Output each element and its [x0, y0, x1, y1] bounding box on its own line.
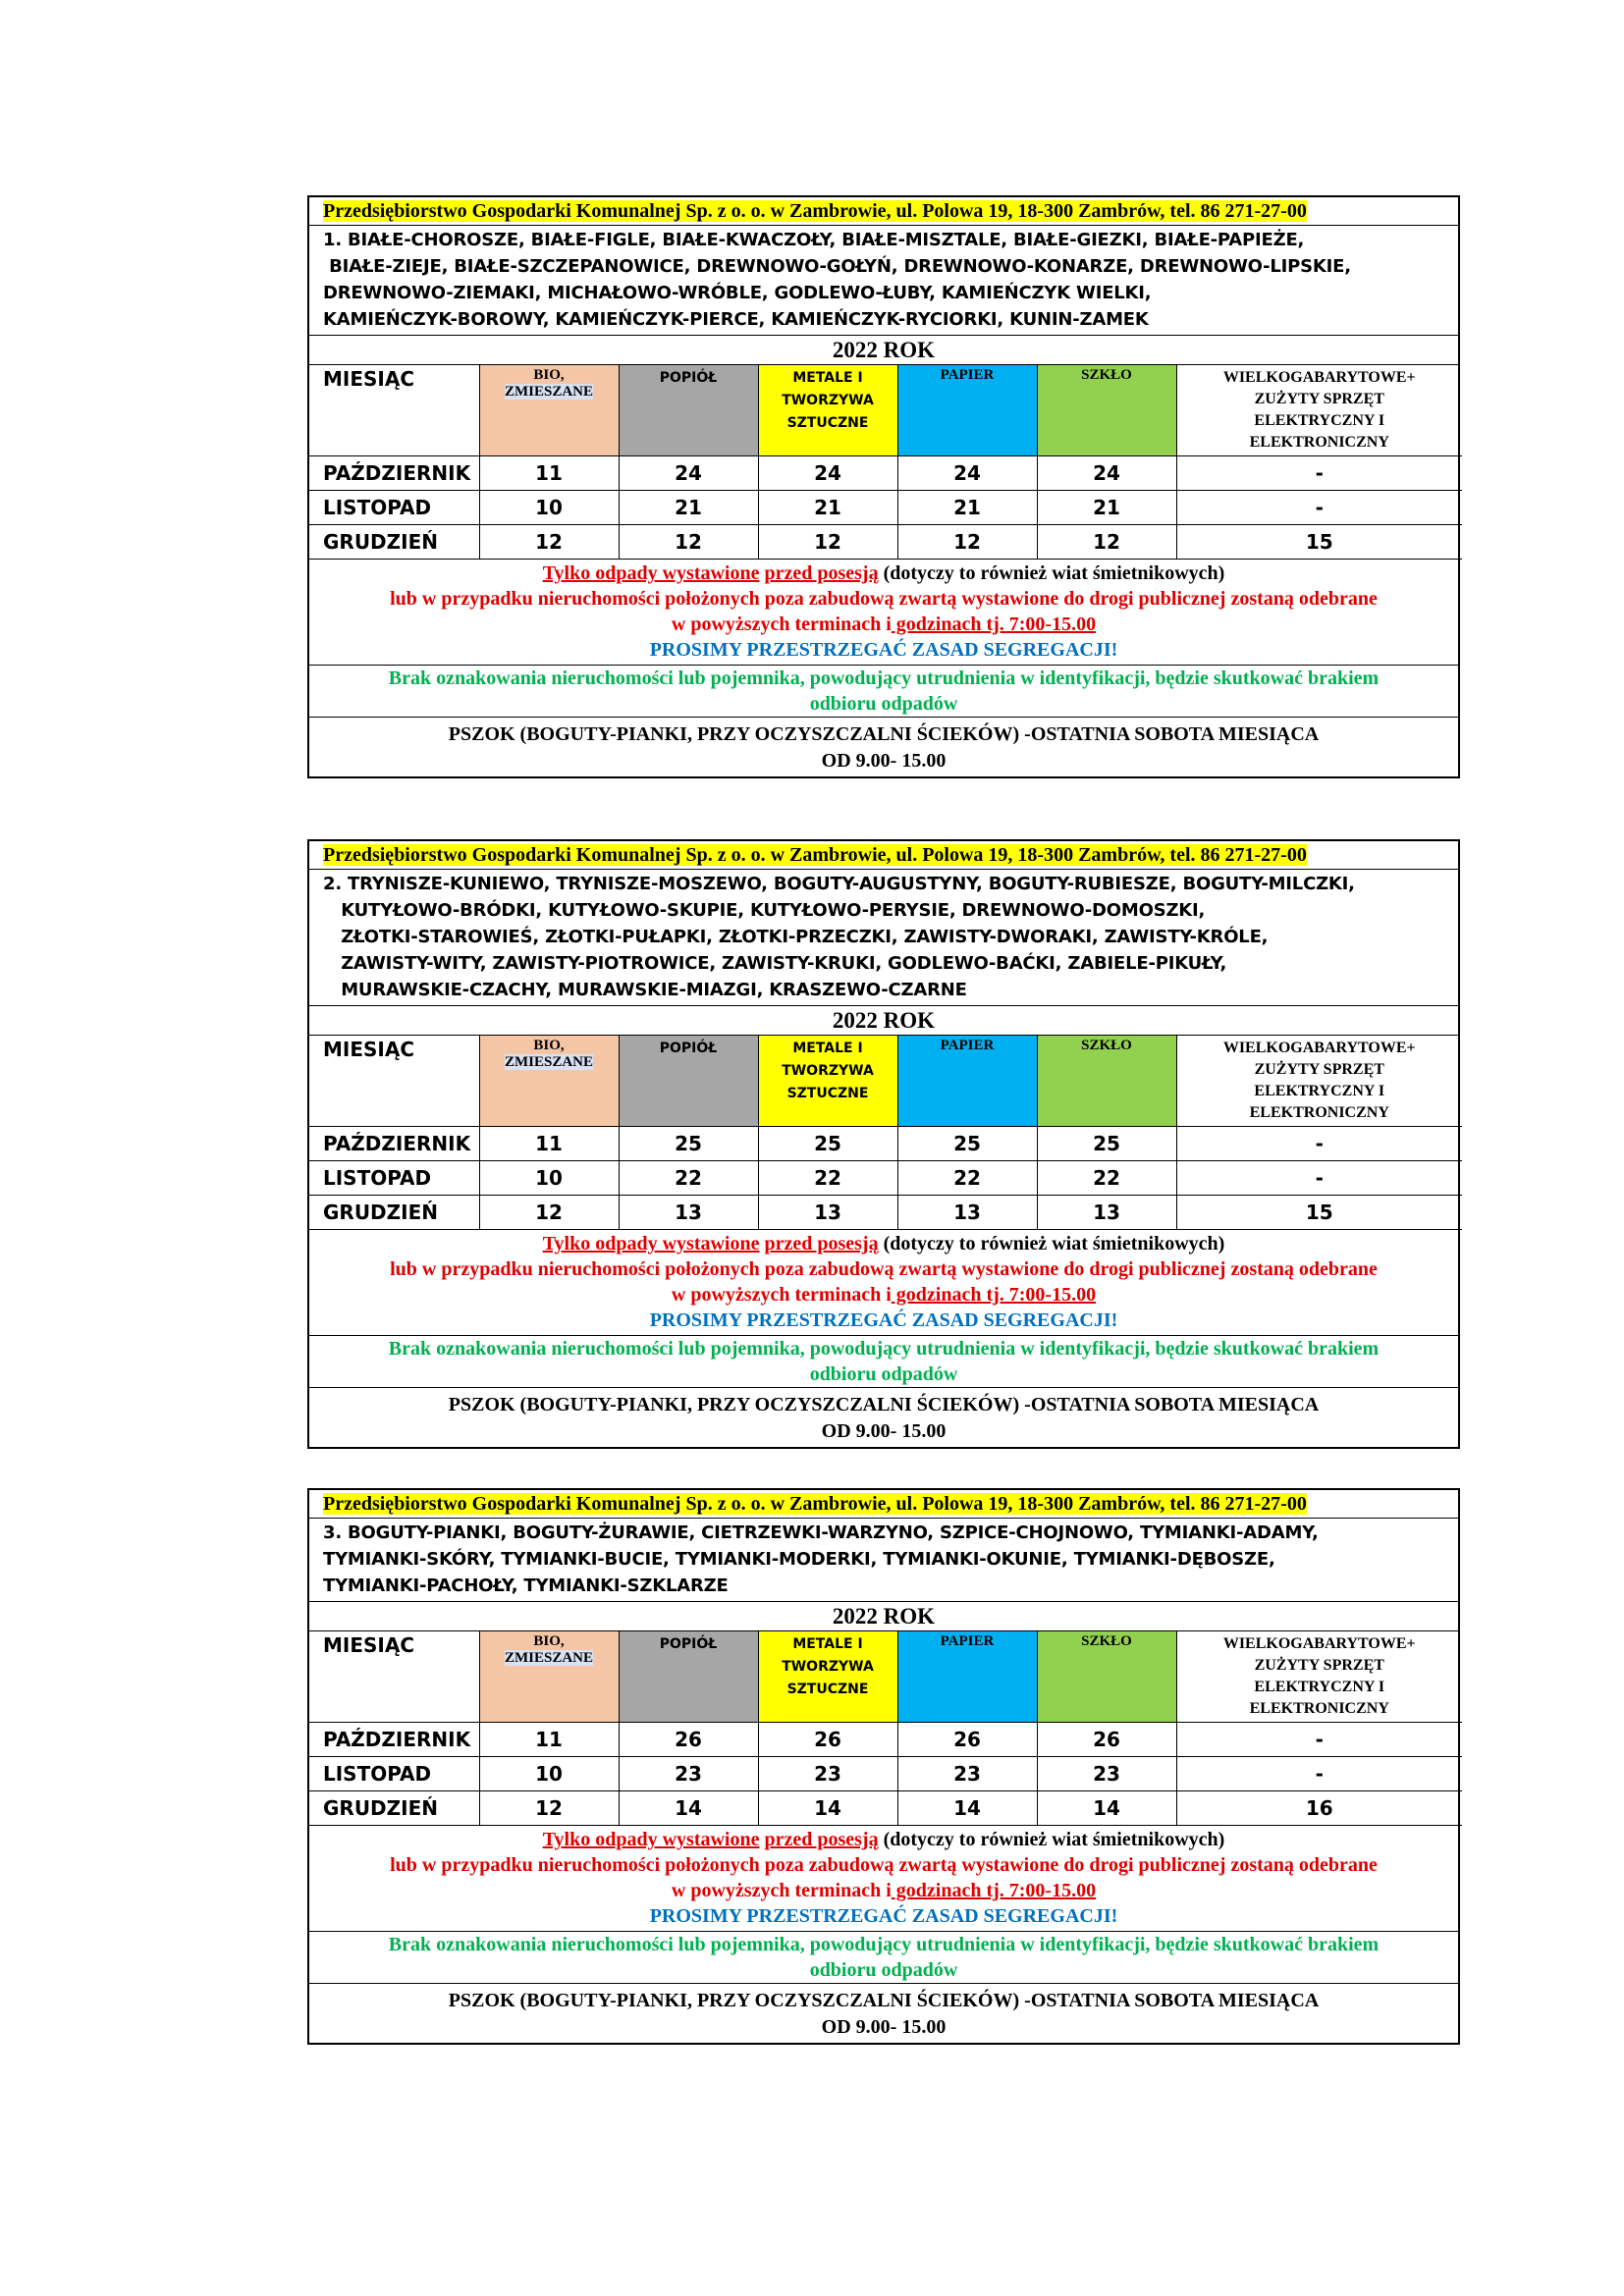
wielk-label-line4: ELEKTRONICZNY: [1249, 434, 1389, 451]
bio-label-line2: ZMIESZANE: [504, 1650, 594, 1666]
metale-date-cell: 26: [758, 1723, 897, 1757]
bio-date-cell: 11: [479, 1127, 619, 1161]
collection-notice: [309, 1230, 1458, 1336]
table-row: [309, 1757, 1462, 1791]
wielk-date-cell: -: [1176, 491, 1462, 525]
wielk-label-line4: ELEKTRONICZNY: [1249, 1104, 1389, 1121]
month-cell: LISTOPAD: [309, 1161, 479, 1196]
bio-date-cell: 12: [479, 1196, 619, 1230]
wielk-date-cell: -: [1176, 456, 1462, 491]
metale-label-line1: METALE I: [792, 370, 863, 386]
year-label: 2022 ROK: [309, 1602, 1458, 1631]
popiol-date-cell: 21: [619, 491, 758, 525]
pszok-notice: [309, 718, 1458, 776]
company-header-row: [309, 841, 1458, 870]
marking-notice: [309, 1932, 1458, 1984]
notice-part1: Tylko odpady wystawione: [542, 1233, 760, 1255]
wielk-label-line2: ZUŻYTY SPRZĘT: [1254, 391, 1384, 407]
notice-line3a: w powyższych terminach i: [671, 1880, 892, 1901]
notice-part2: przed posesją: [764, 1829, 879, 1850]
popiol-date-cell: 23: [619, 1757, 758, 1791]
papier-date-cell: 23: [897, 1757, 1037, 1791]
col-popiol-header: POPIÓŁ: [619, 1631, 758, 1723]
metale-date-cell: 23: [758, 1757, 897, 1791]
notice-line3a: w powyższych terminach i: [671, 614, 892, 635]
collection-notice: [309, 560, 1458, 666]
col-month-header: MIESIĄC: [309, 1036, 479, 1127]
notice-line2: lub w przypadku nieruchomości położonych poza zabudową zwartą wystawione do drogi publicznej zostaną odebrane: [390, 1854, 1378, 1876]
month-cell: PAŹDZIERNIK: [309, 456, 479, 491]
schedule-table: [309, 365, 1462, 560]
company-header-row: [309, 197, 1458, 226]
wielk-date-cell: 15: [1176, 1196, 1462, 1230]
location-line: BIAŁE-ZIEJE, BIAŁE-SZCZEPANOWICE, DREWNOWO-GOŁYŃ, DREWNOWO-KONARZE, DREWNOWO-LIPSKIE,: [323, 256, 1351, 277]
wielk-label-line2: ZUŻYTY SPRZĘT: [1254, 1061, 1384, 1078]
col-papier-header: PAPIER: [897, 365, 1037, 456]
szklo-date-cell: 13: [1037, 1196, 1176, 1230]
metale-label-line1: METALE I: [792, 1041, 863, 1056]
papier-date-cell: 26: [897, 1723, 1037, 1757]
pszok-notice: [309, 1388, 1458, 1447]
marking-line1: Brak oznakowania nieruchomości lub pojemnika, powodujący utrudnienia w identyfikacji, będzie skutkować brakiem: [388, 1338, 1380, 1360]
pszok-line1: PSZOK (BOGUTY-PIANKI, PRZY OCZYSZCZALNI ŚCIEKÓW) -OSTATNIA SOBOTA MIESIĄCA: [448, 1394, 1320, 1415]
col-szklo-header: SZKŁO: [1037, 1036, 1176, 1127]
notice-part3: (dotyczy to również wiat śmietnikowych): [878, 1829, 1225, 1850]
metale-label-line2: TWORZYWA: [782, 1659, 874, 1675]
col-popiol-header: POPIÓŁ: [619, 1036, 758, 1127]
month-cell: GRUDZIEŃ: [309, 525, 479, 560]
location-line: 2. TRYNISZE-KUNIEWO, TRYNISZE-MOSZEWO, BOGUTY-AUGUSTYNY, BOGUTY-RUBIESZE, BOGUTY-MILCZKI,: [323, 874, 1355, 894]
notice-part1: Tylko odpady wystawione: [542, 1829, 760, 1850]
col-szklo-header: SZKŁO: [1037, 365, 1176, 456]
szklo-date-cell: 22: [1037, 1161, 1176, 1196]
location-line: MURAWSKIE-CZACHY, MURAWSKIE-MIAZGI, KRASZEWO-CZARNE: [323, 980, 967, 1000]
papier-date-cell: 13: [897, 1196, 1037, 1230]
pszok-line2: OD 9.00- 15.00: [821, 750, 947, 772]
col-month-header: MIESIĄC: [309, 365, 479, 456]
szklo-date-cell: 21: [1037, 491, 1176, 525]
papier-date-cell: 25: [897, 1127, 1037, 1161]
szklo-date-cell: 25: [1037, 1127, 1176, 1161]
table-row: [309, 1196, 1462, 1230]
bio-label-line1: BIO,: [533, 367, 565, 383]
szklo-date-cell: 14: [1037, 1791, 1176, 1826]
notice-part1: Tylko odpady wystawione: [542, 562, 760, 584]
month-cell: LISTOPAD: [309, 1757, 479, 1791]
popiol-date-cell: 26: [619, 1723, 758, 1757]
notice-line3b: godzinach tj. 7:00-15.00: [891, 614, 1097, 635]
table-row: [309, 456, 1462, 491]
metale-label-line2: TWORZYWA: [782, 1063, 874, 1079]
metale-label-line3: SZTUCZNE: [786, 415, 869, 431]
papier-date-cell: 22: [897, 1161, 1037, 1196]
notice-line3b: godzinach tj. 7:00-15.00: [891, 1284, 1097, 1306]
company-header: Przedsiębiorstwo Gospodarki Komunalnej Sp. z o. o. w Zambrowie, ul. Polowa 19, 18-300 Zambrów, tel. 86 271-27-00: [323, 200, 1307, 222]
bio-label-line1: BIO,: [533, 1038, 565, 1053]
location-line: 1. BIAŁE-CHOROSZE, BIAŁE-FIGLE, BIAŁE-KWACZOŁY, BIAŁE-MISZTALE, BIAŁE-GIEZKI, BIAŁE-PAPIEŻE,: [323, 230, 1305, 250]
month-cell: GRUDZIEŃ: [309, 1791, 479, 1826]
col-wielkogabarytowe-header: [1176, 1036, 1462, 1127]
papier-date-cell: 21: [897, 491, 1037, 525]
col-popiol-header: POPIÓŁ: [619, 365, 758, 456]
month-cell: PAŹDZIERNIK: [309, 1127, 479, 1161]
bio-date-cell: 11: [479, 456, 619, 491]
wielk-date-cell: 16: [1176, 1791, 1462, 1826]
pszok-line2: OD 9.00- 15.00: [821, 1420, 947, 1442]
schedule-table: [309, 1631, 1462, 1826]
col-szklo-header: SZKŁO: [1037, 1631, 1176, 1723]
month-cell: PAŹDZIERNIK: [309, 1723, 479, 1757]
notice-line2: lub w przypadku nieruchomości położonych poza zabudową zwartą wystawione do drogi publicznej zostaną odebrane: [390, 588, 1378, 610]
col-papier-header: PAPIER: [897, 1036, 1037, 1127]
metale-label-line3: SZTUCZNE: [786, 1086, 869, 1101]
company-header-row: [309, 1490, 1458, 1519]
wielk-date-cell: -: [1176, 1127, 1462, 1161]
marking-line2: odbioru odpadów: [809, 1959, 958, 1981]
wielk-date-cell: -: [1176, 1161, 1462, 1196]
location-line: TYMIANKI-SKÓRY, TYMIANKI-BUCIE, TYMIANKI-MODERKI, TYMIANKI-OKUNIE, TYMIANKI-DĘBOSZE,: [323, 1549, 1275, 1570]
pszok-line2: OD 9.00- 15.00: [821, 2016, 947, 2038]
table-row: [309, 1791, 1462, 1826]
location-line: TYMIANKI-PACHOŁY, TYMIANKI-SZKLARZE: [323, 1575, 729, 1596]
wielk-label-line3: ELEKTRYCZNY I: [1254, 1679, 1385, 1695]
metale-date-cell: 25: [758, 1127, 897, 1161]
table-row: [309, 491, 1462, 525]
table-header-row: [309, 365, 1462, 456]
metale-label-line2: TWORZYWA: [782, 393, 874, 408]
wielk-label-line1: WIELKOGABARYTOWE+: [1222, 1635, 1416, 1652]
table-row: [309, 1161, 1462, 1196]
pszok-line1: PSZOK (BOGUTY-PIANKI, PRZY OCZYSZCZALNI ŚCIEKÓW) -OSTATNIA SOBOTA MIESIĄCA: [448, 723, 1320, 745]
schedule-block-3: [307, 1488, 1460, 2045]
szklo-date-cell: 24: [1037, 456, 1176, 491]
segregation-notice: PROSIMY PRZESTRZEGAĆ ZASAD SEGREGACJI!: [649, 1309, 1118, 1331]
notice-line2: lub w przypadku nieruchomości położonych poza zabudową zwartą wystawione do drogi publicznej zostaną odebrane: [390, 1258, 1378, 1280]
wielk-label-line3: ELEKTRYCZNY I: [1254, 412, 1385, 429]
wielk-date-cell: 15: [1176, 525, 1462, 560]
marking-notice: [309, 1336, 1458, 1388]
locations-list: [309, 870, 1458, 1006]
bio-date-cell: 10: [479, 491, 619, 525]
szklo-date-cell: 12: [1037, 525, 1176, 560]
notice-part3: (dotyczy to również wiat śmietnikowych): [878, 1233, 1225, 1255]
metale-date-cell: 22: [758, 1161, 897, 1196]
bio-date-cell: 10: [479, 1757, 619, 1791]
col-metale-header: [758, 365, 897, 456]
year-label: 2022 ROK: [309, 1006, 1458, 1036]
metale-date-cell: 13: [758, 1196, 897, 1230]
location-line: ZŁOTKI-STAROWIEŚ, ZŁOTKI-PUŁAPKI, ZŁOTKI-PRZECZKI, ZAWISTY-DWORAKI, ZAWISTY-KRÓLE,: [323, 927, 1269, 947]
marking-notice: [309, 666, 1458, 718]
wielk-date-cell: -: [1176, 1757, 1462, 1791]
popiol-date-cell: 14: [619, 1791, 758, 1826]
col-papier-header: PAPIER: [897, 1631, 1037, 1723]
schedule-block-1: [307, 195, 1460, 778]
metale-date-cell: 14: [758, 1791, 897, 1826]
table-row: [309, 1127, 1462, 1161]
location-line: DREWNOWO-ZIEMAKI, MICHAŁOWO-WRÓBLE, GODLEWO-ŁUBY, KAMIEŃCZYK WIELKI,: [323, 283, 1152, 303]
year-label: 2022 ROK: [309, 336, 1458, 365]
bio-date-cell: 12: [479, 1791, 619, 1826]
pszok-line1: PSZOK (BOGUTY-PIANKI, PRZY OCZYSZCZALNI ŚCIEKÓW) -OSTATNIA SOBOTA MIESIĄCA: [448, 1990, 1320, 2011]
company-header: Przedsiębiorstwo Gospodarki Komunalnej Sp. z o. o. w Zambrowie, ul. Polowa 19, 18-300 Zambrów, tel. 86 271-27-00: [323, 1493, 1307, 1515]
notice-part2: przed posesją: [764, 562, 879, 584]
wielk-label-line1: WIELKOGABARYTOWE+: [1222, 369, 1416, 386]
schedule-table: [309, 1036, 1462, 1230]
bio-label-line2: ZMIESZANE: [504, 1054, 594, 1070]
col-month-header: MIESIĄC: [309, 1631, 479, 1723]
marking-line1: Brak oznakowania nieruchomości lub pojemnika, powodujący utrudnienia w identyfikacji, będzie skutkować brakiem: [388, 1934, 1380, 1955]
notice-part3: (dotyczy to również wiat śmietnikowych): [878, 562, 1225, 584]
locations-list: [309, 226, 1458, 336]
metale-date-cell: 21: [758, 491, 897, 525]
wielk-date-cell: -: [1176, 1723, 1462, 1757]
location-line: KAMIEŃCZYK-BOROWY, KAMIEŃCZYK-PIERCE, KAMIEŃCZYK-RYCIORKI, KUNIN-ZAMEK: [323, 309, 1149, 330]
szklo-date-cell: 23: [1037, 1757, 1176, 1791]
schedule-block-2: [307, 839, 1460, 1449]
metale-label-line3: SZTUCZNE: [786, 1682, 869, 1697]
col-metale-header: [758, 1631, 897, 1723]
location-line: ZAWISTY-WITY, ZAWISTY-PIOTROWICE, ZAWISTY-KRUKI, GODLEWO-BAĆKI, ZABIELE-PIKUŁY,: [323, 953, 1227, 974]
metale-label-line1: METALE I: [792, 1636, 863, 1652]
locations-list: [309, 1519, 1458, 1602]
bio-date-cell: 12: [479, 525, 619, 560]
bio-date-cell: 11: [479, 1723, 619, 1757]
papier-date-cell: 12: [897, 525, 1037, 560]
col-wielkogabarytowe-header: [1176, 365, 1462, 456]
papier-date-cell: 24: [897, 456, 1037, 491]
marking-line2: odbioru odpadów: [809, 693, 958, 715]
collection-notice: [309, 1826, 1458, 1932]
popiol-date-cell: 24: [619, 456, 758, 491]
wielk-label-line4: ELEKTRONICZNY: [1249, 1700, 1389, 1717]
col-bio-header: [479, 1036, 619, 1127]
segregation-notice: PROSIMY PRZESTRZEGAĆ ZASAD SEGREGACJI!: [649, 639, 1118, 661]
bio-date-cell: 10: [479, 1161, 619, 1196]
notice-line3b: godzinach tj. 7:00-15.00: [891, 1880, 1097, 1901]
popiol-date-cell: 25: [619, 1127, 758, 1161]
notice-part2: przed posesją: [764, 1233, 879, 1255]
location-line: 3. BOGUTY-PIANKI, BOGUTY-ŻURAWIE, CIETRZEWKI-WARZYNO, SZPICE-CHOJNOWO, TYMIANKI-ADAMY,: [323, 1522, 1319, 1543]
papier-date-cell: 14: [897, 1791, 1037, 1826]
table-header-row: [309, 1036, 1462, 1127]
popiol-date-cell: 13: [619, 1196, 758, 1230]
notice-line3a: w powyższych terminach i: [671, 1284, 892, 1306]
col-bio-header: [479, 1631, 619, 1723]
segregation-notice: PROSIMY PRZESTRZEGAĆ ZASAD SEGREGACJI!: [649, 1905, 1118, 1927]
wielk-label-line1: WIELKOGABARYTOWE+: [1222, 1040, 1416, 1056]
table-row: [309, 525, 1462, 560]
table-header-row: [309, 1631, 1462, 1723]
table-row: [309, 1723, 1462, 1757]
col-metale-header: [758, 1036, 897, 1127]
bio-label-line2: ZMIESZANE: [504, 384, 594, 400]
wielk-label-line2: ZUŻYTY SPRZĘT: [1254, 1657, 1384, 1674]
metale-date-cell: 24: [758, 456, 897, 491]
szklo-date-cell: 26: [1037, 1723, 1176, 1757]
company-header: Przedsiębiorstwo Gospodarki Komunalnej Sp. z o. o. w Zambrowie, ul. Polowa 19, 18-300 Zambrów, tel. 86 271-27-00: [323, 844, 1307, 866]
location-line: KUTYŁOWO-BRÓDKI, KUTYŁOWO-SKUPIE, KUTYŁOWO-PERYSIE, DREWNOWO-DOMOSZKI,: [323, 900, 1206, 921]
pszok-notice: [309, 1984, 1458, 2043]
bio-label-line1: BIO,: [533, 1633, 565, 1649]
marking-line1: Brak oznakowania nieruchomości lub pojemnika, powodujący utrudnienia w identyfikacji, będzie skutkować brakiem: [388, 667, 1380, 689]
marking-line2: odbioru odpadów: [809, 1363, 958, 1385]
month-cell: LISTOPAD: [309, 491, 479, 525]
col-bio-header: [479, 365, 619, 456]
popiol-date-cell: 12: [619, 525, 758, 560]
metale-date-cell: 12: [758, 525, 897, 560]
month-cell: GRUDZIEŃ: [309, 1196, 479, 1230]
popiol-date-cell: 22: [619, 1161, 758, 1196]
wielk-label-line3: ELEKTRYCZNY I: [1254, 1083, 1385, 1099]
col-wielkogabarytowe-header: [1176, 1631, 1462, 1723]
